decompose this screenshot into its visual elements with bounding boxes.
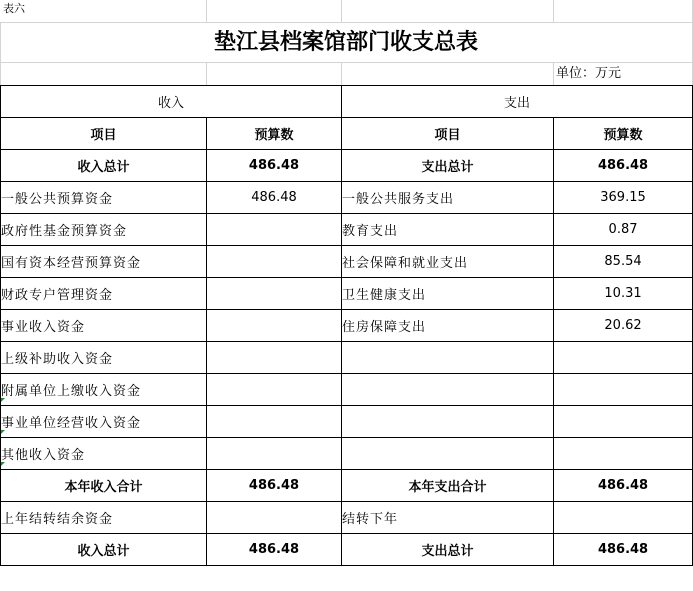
income-item-cell: 财政专户管理资金 — [1, 278, 207, 310]
expense-item-header: 项目 — [342, 118, 554, 150]
table-row — [1, 374, 693, 406]
income-item-cell: 收入总计 — [1, 150, 207, 182]
expense-item-cell — [342, 374, 554, 406]
table-row — [1, 310, 693, 342]
income-budget-cell — [207, 406, 342, 438]
expense-budget-cell: 10.31 — [554, 278, 693, 310]
table-row — [1, 246, 693, 278]
income-budget-cell — [207, 310, 342, 342]
budget-table — [0, 85, 693, 566]
income-budget-header: 预算数 — [207, 118, 342, 150]
unit-label: 单位：万元 — [556, 66, 622, 81]
expense-budget-cell — [554, 374, 693, 406]
expense-budget-header: 预算数 — [554, 118, 693, 150]
expense-item-cell: 卫生健康支出 — [342, 278, 554, 310]
table-row — [1, 214, 693, 246]
income-item-cell: 国有资本经营预算资金 — [1, 246, 207, 278]
table-row — [1, 502, 693, 534]
income-item-header: 项目 — [1, 118, 207, 150]
expense-item-cell: 支出总计 — [342, 150, 554, 182]
table-row — [1, 438, 693, 470]
expense-budget-cell: 0.87 — [554, 214, 693, 246]
expense-item-cell — [342, 342, 554, 374]
header-grid — [0, 0, 692, 85]
income-budget-cell — [207, 374, 342, 406]
income-item-cell: 上级补助收入资金 — [1, 342, 207, 374]
expense-budget-cell: 486.48 — [554, 150, 693, 182]
expense-item-cell — [342, 438, 554, 470]
section-header-row — [1, 86, 693, 118]
income-item-cell: 收入总计 — [1, 534, 207, 566]
expense-budget-cell — [554, 406, 693, 438]
column-header-row — [1, 118, 693, 150]
expense-budget-cell: 486.48 — [554, 534, 693, 566]
income-budget-cell: 486.48 — [207, 470, 342, 502]
income-item-cell: 事业收入资金 — [1, 310, 207, 342]
expense-item-cell: 一般公共服务支出 — [342, 182, 554, 214]
expense-budget-cell — [554, 342, 693, 374]
income-budget-cell: 486.48 — [207, 182, 342, 214]
table-row — [1, 470, 693, 502]
income-budget-cell — [207, 342, 342, 374]
expense-budget-cell: 486.48 — [554, 470, 693, 502]
income-item-cell: 本年收入合计 — [1, 470, 207, 502]
table-row — [1, 406, 693, 438]
expense-budget-cell — [554, 438, 693, 470]
income-item-cell: 上年结转结余资金 — [1, 502, 207, 534]
income-header: 收入 — [1, 86, 342, 118]
expense-budget-cell: 20.62 — [554, 310, 693, 342]
income-item-cell: 其他收入资金 — [1, 438, 207, 470]
income-budget-cell — [207, 438, 342, 470]
income-item-cell: 附属单位上缴收入资金 — [1, 374, 207, 406]
table-row — [1, 278, 693, 310]
page-title: 垫江县档案馆部门收支总表 — [213, 29, 478, 55]
cell-marker — [1, 398, 5, 402]
income-budget-cell — [207, 502, 342, 534]
income-budget-cell — [207, 246, 342, 278]
expense-item-cell: 支出总计 — [342, 534, 554, 566]
cell-marker — [1, 430, 5, 434]
income-item-cell: 一般公共预算资金 — [1, 182, 207, 214]
cell-marker — [1, 462, 5, 466]
table-row — [1, 182, 693, 214]
expense-item-cell: 教育支出 — [342, 214, 554, 246]
income-item-cell: 政府性基金预算资金 — [1, 214, 207, 246]
sheet-tag: 表六 — [3, 2, 25, 15]
income-budget-cell — [207, 214, 342, 246]
table-row — [1, 342, 693, 374]
expense-budget-cell — [554, 502, 693, 534]
table-row — [1, 534, 693, 566]
income-budget-cell: 486.48 — [207, 150, 342, 182]
expense-item-cell: 社会保障和就业支出 — [342, 246, 554, 278]
expense-budget-cell: 369.15 — [554, 182, 693, 214]
income-budget-cell: 486.48 — [207, 534, 342, 566]
income-budget-cell — [207, 278, 342, 310]
expense-item-cell — [342, 406, 554, 438]
expense-item-cell: 本年支出合计 — [342, 470, 554, 502]
expense-header: 支出 — [342, 86, 693, 118]
income-item-cell: 事业单位经营收入资金 — [1, 406, 207, 438]
expense-item-cell: 住房保障支出 — [342, 310, 554, 342]
table-row — [1, 150, 693, 182]
expense-budget-cell: 85.54 — [554, 246, 693, 278]
expense-item-cell: 结转下年 — [342, 502, 554, 534]
